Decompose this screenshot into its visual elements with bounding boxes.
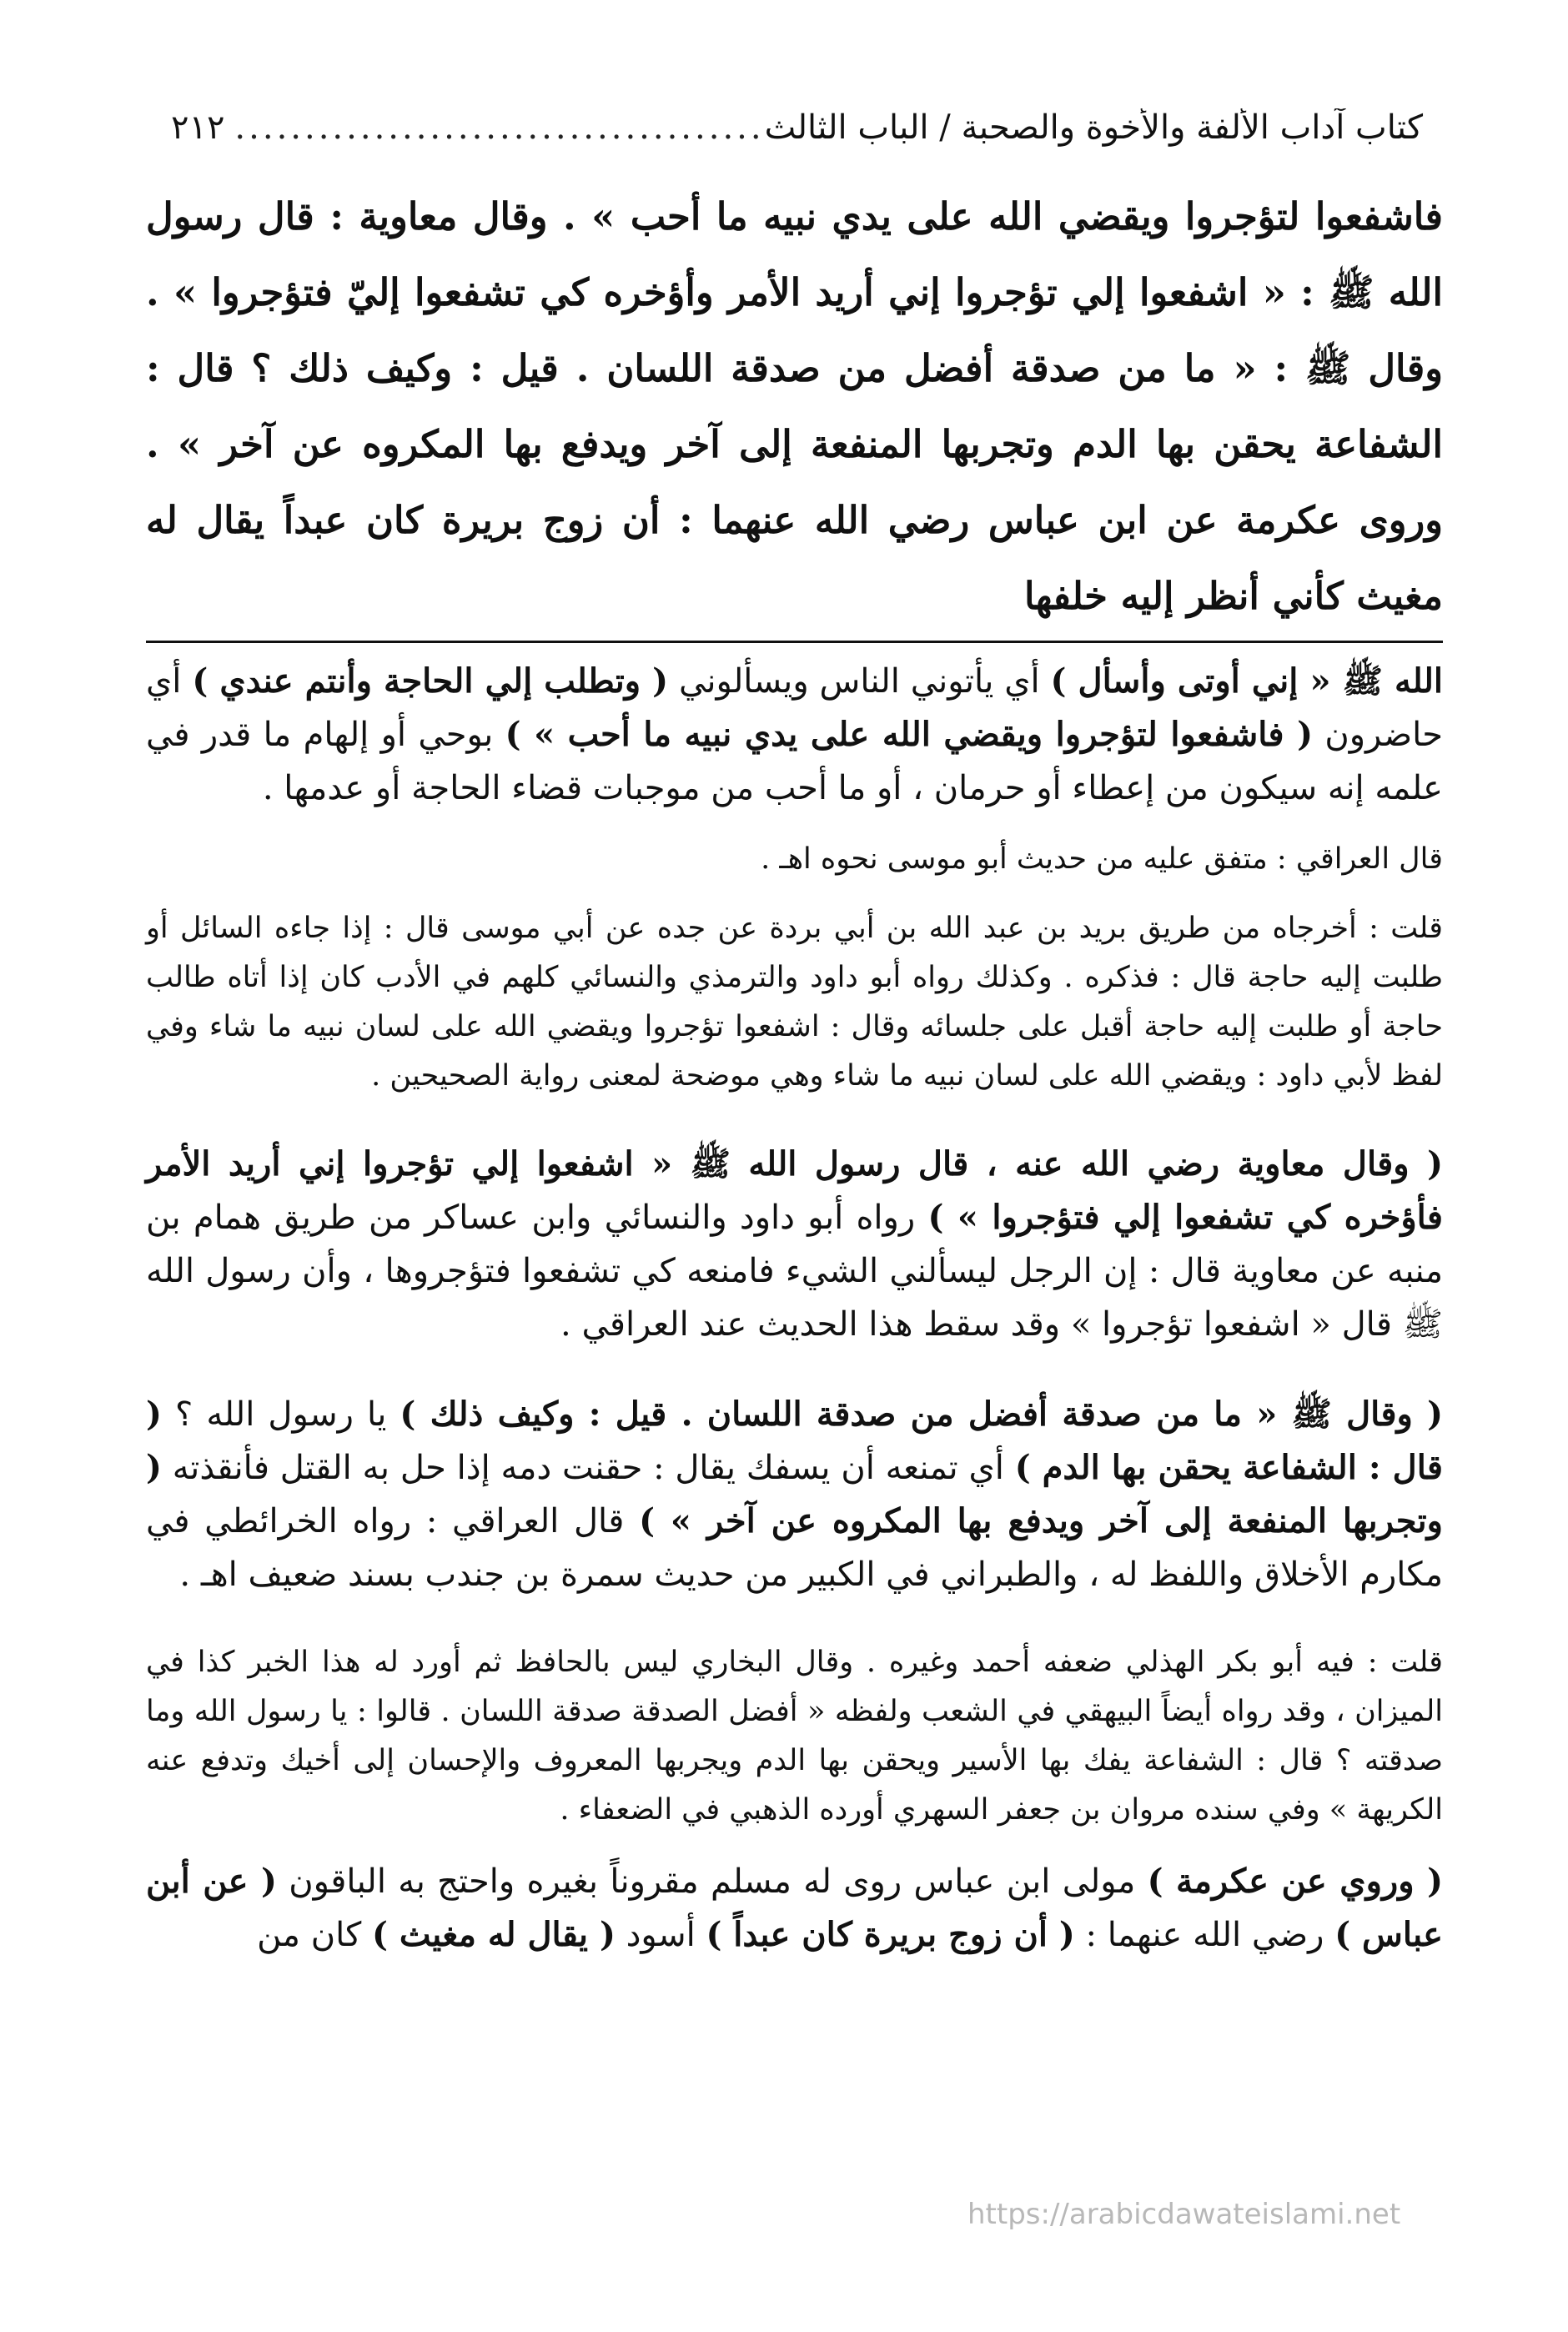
gloss-text: كان من <box>257 1916 373 1954</box>
commentary <box>146 655 1443 1962</box>
main-text: فاشفعوا لتؤجروا ويقضي الله على يدي نبيه ما أحب » . وقال معاوية : قال رسول الله ﷺ : « اشفعوا إلي تؤجروا إني أريد الأمر وأؤخره كي تشفعوا إليّ فتؤجروا » . وقال ﷺ : « ما من صدقة أفضل من صدقة اللسان . قيل : وكيف ذلك ؟ قال : الشفاعة يحقن بها الدم وتجربها المنفعة إلى آخر ويدفع بها المكروه عن آخر » . وروى عكرمة عن ابن عباس رضي الله عنهما : أن زوج بريرة كان عبداً يقال له مغيث كأني أنظر إليه خلفها <box>146 194 1443 618</box>
gloss-text: أي حاضرون <box>146 662 1444 754</box>
gloss-text: رضي الله عنهما : <box>1074 1916 1335 1954</box>
gloss-text: مولى ابن عباس روى له مسلم مقروناً بغيره واحتج به الباقون <box>276 1862 1148 1901</box>
quoted-text: ( قال : الشفاعة يحقن بها الدم ) <box>146 1395 1444 1487</box>
gloss-text: قال العراقي : رواه الخرائطي في مكارم الأخلاق واللفظ له ، والطبراني في الكبير من حديث سمرة بن جندب بسند ضعيف اهـ . <box>146 1502 1443 1594</box>
commentary-paragraph-3: قلت : أخرجاه من طريق بريد بن عبد الله بن أبي بردة عن جده عن أبي موسى قال : إذا جاءه السائل أو طلبت إليه حاجة قال : فذكره . وكذلك رواه أبو داود والترمذي والنسائي كلهم في الأدب كان إذا أتاه طالب حاجة أو طلبت إليه حاجة أقبل على جلسائه وقال : اشفعوا تؤجروا ويقضي الله على لسان نبيه ما شاء وفي لفظ لأبي داود : ويقضي الله على لسان نبيه ما شاء وهي موضحة لمعنى رواية الصحيحين . <box>146 912 1443 1093</box>
gloss-text: أي يأتوني الناس ويسألوني <box>668 662 1051 701</box>
quoted-text: ( وروي عن عكرمة ) <box>1147 1862 1443 1901</box>
quoted-text: الله ﷺ « إني أوتى وأسأل ) <box>1050 661 1443 701</box>
quoted-text: ( وتجربها المنفعة إلى آخر ويدفع بها المكروه عن آخر » ) <box>146 1448 1443 1540</box>
running-header <box>146 108 1443 175</box>
watermark-url: https://arabicdawateislami.net <box>967 2198 1401 2231</box>
commentary-paragraph-4 <box>146 1138 1443 1351</box>
separator-line <box>146 641 1443 643</box>
gloss-text: بوحي أو إلهام ما قدر في علمه إنه سيكون من إعطاء أو حرمان ، أو ما أحب من موجبات قضاء الحاجة أو عدمها . <box>146 716 1443 807</box>
quoted-text: ( وتطلب إلي الحاجة وأنتم عندي ) <box>192 661 669 701</box>
commentary-paragraph-5 <box>146 1388 1443 1601</box>
quoted-text: ( فاشفعوا لتؤجروا ويقضي الله على يدي نبيه ما أحب » ) <box>505 715 1314 754</box>
quoted-text: ( أن زوج بريرة كان عبداً ) <box>706 1915 1075 1954</box>
gloss-text: أسود <box>615 1916 706 1954</box>
gloss-text: أي تمنعه أن يسفك يقال : حقنت دمه إذا حل به القتل فأنقذته <box>161 1449 1015 1487</box>
page-number: ٢١٢ <box>171 108 225 147</box>
book-page <box>146 108 1443 2277</box>
quoted-text: ( وقال معاوية رضي الله عنه ، قال رسول الله ﷺ « اشفعوا إلي تؤجروا إني أريد الأمر فأؤخره كي تشفعوا إلي فتؤجروا » ) <box>146 1144 1443 1237</box>
header-title: كتاب آداب الألفة والأخوة والصحبة / الباب الثالث <box>764 108 1423 147</box>
quoted-text: ( يقال له مغيث ) <box>372 1915 616 1954</box>
header-leader-dots: ...................................... <box>234 108 765 147</box>
gloss-text: يا رسول الله ؟ <box>161 1395 400 1434</box>
commentary-paragraph-6: قلت : فيه أبو بكر الهذلي ضعفه أحمد وغيره . وقال البخاري ليس بالحافظ ثم أورد له هذا الخبر كذا في الميزان ، وقد رواه أيضاً البيهقي في الشعب ولفظه « أفضل الصدقة صدقة اللسان . قالوا : يا رسول الله وما صدقته ؟ قال : الشفاعة يفك بها الأسير ويحقن بها الدم ويجربها المعروف والإحسان إلى أخيك وتدفع عنه الكريهة » وفي سنده مروان بن جعفر السهري أورده الذهبي في الضعفاء . <box>146 1646 1444 1827</box>
commentary-paragraph-1 <box>146 655 1443 815</box>
commentary-paragraph-7 <box>146 1855 1443 1962</box>
gloss-text: رواه أبو داود والنسائي وابن عساكر من طريق همام بن منبه عن معاوية قال : إن الرجل ليسألني الشيء فامنعه كي تشفعوا فتؤجروها ، وأن رسول الله ﷺ قال « اشفعوا تؤجروا » وقد سقط هذا الحديث عند العراقي . <box>146 1199 1443 1344</box>
commentary-paragraph-2: قال العراقي : متفق عليه من حديث أبو موسى نحوه اهـ . <box>761 842 1443 876</box>
quoted-text: ( وقال ﷺ « ما من صدقة أفضل من صدقة اللسان . قيل : وكيف ذلك ) <box>400 1395 1443 1434</box>
quoted-text: ( عن أبن عباس ) <box>146 1862 1443 1954</box>
